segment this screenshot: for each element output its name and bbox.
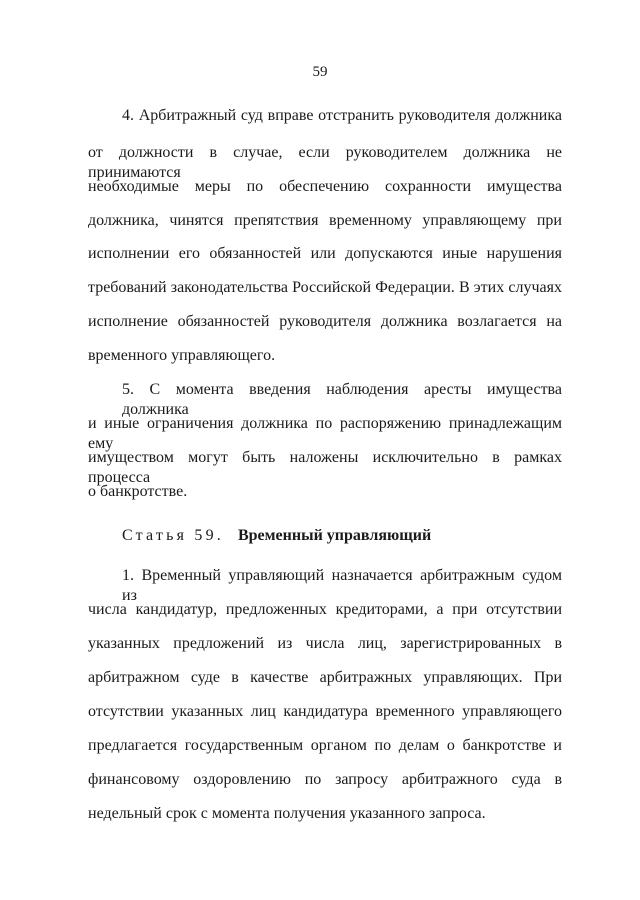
paragraph-line: исполнении его обязанностей или допускаются иные нарушения <box>88 245 562 262</box>
paragraph-line: числа кандидатур, предложенных кредиторами, а при отсутствии <box>88 601 562 618</box>
paragraph-line: 4. Арбитражный суд вправе отстранить руководителя должника <box>122 107 562 124</box>
paragraph-line: от должности в случае, если руководителем должника не принимаются <box>88 144 562 181</box>
paragraph-line: финансовому оздоровлению по запросу арбитражного суда в <box>88 771 562 788</box>
paragraph-line: предлагается государственным органом по делам о банкротстве и <box>88 737 562 754</box>
article-label: Статья 59. <box>122 527 224 544</box>
paragraph-line: имуществом могут быть наложены исключительно в рамках процесса <box>88 449 562 486</box>
paragraph-line: отсутствии указанных лиц кандидатура временного управляющего <box>88 703 562 720</box>
article-title: Временный управляющий <box>237 527 432 544</box>
paragraph-line: должника, чинятся препятствия временному управляющему при <box>88 212 562 229</box>
paragraph-line: временного управляющего. <box>88 347 276 364</box>
paragraph-line: 5. С момента введения наблюдения аресты имущества должника <box>122 381 562 418</box>
page-number: 59 <box>312 64 328 80</box>
paragraph-line: требований законодательства Российской Федерации. В этих случаях <box>88 279 562 296</box>
paragraph-line: о банкротстве. <box>88 483 188 500</box>
paragraph-line: исполнение обязанностей руководителя должника возлагается на <box>88 313 562 330</box>
paragraph-line: указанных предложений из числа лиц, зарегистрированных в <box>88 635 562 652</box>
paragraph-line: 1. Временный управляющий назначается арбитражным судом из <box>122 567 562 604</box>
paragraph-line: арбитражном суде в качестве арбитражных управляющих. При <box>88 669 562 686</box>
paragraph-line: и иные ограничения должника по распоряжению принадлежащим ему <box>88 415 562 452</box>
paragraph-line: необходимые меры по обеспечению сохранности имущества <box>88 178 562 195</box>
paragraph-line: недельный срок с момента получения указанного запроса. <box>88 805 486 822</box>
article-heading <box>122 526 562 546</box>
